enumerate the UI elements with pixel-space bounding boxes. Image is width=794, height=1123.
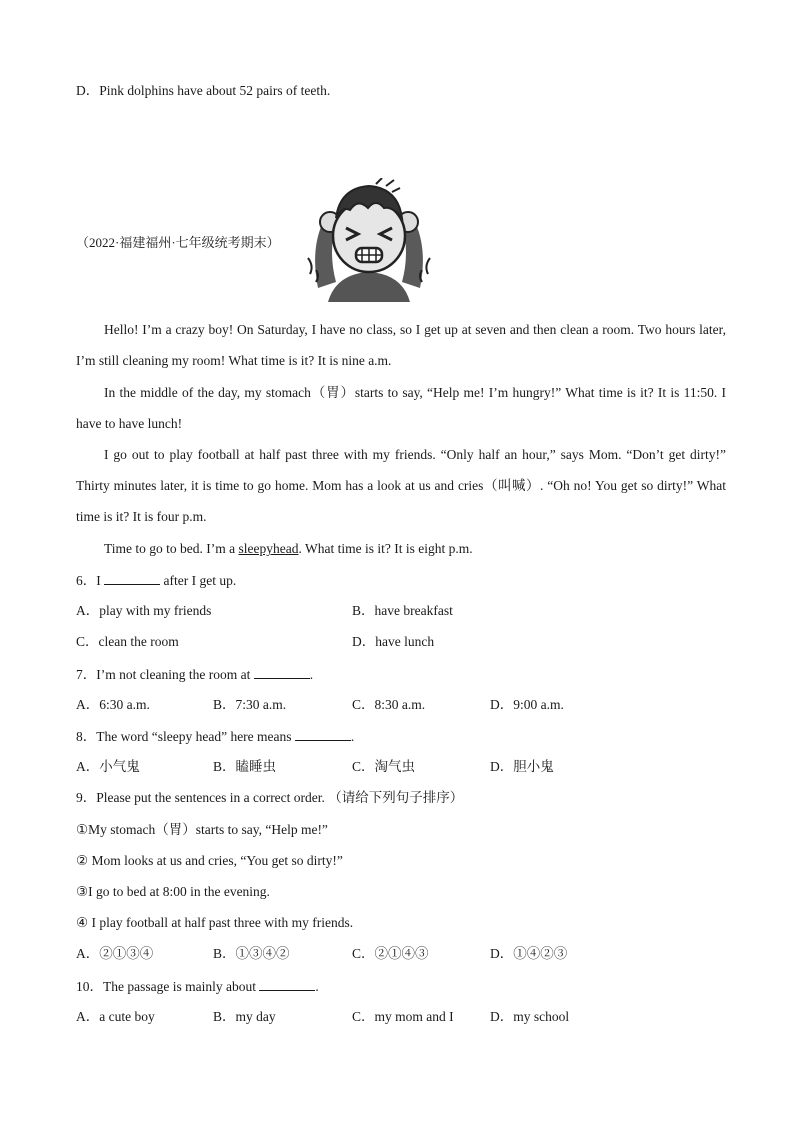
q7-text-pre: 7．I’m not cleaning the room at — [76, 667, 254, 682]
q7-text-post: . — [309, 667, 314, 682]
question-6-stem — [76, 571, 236, 590]
q7-option-b: B．7:30 a.m. — [213, 697, 287, 712]
q7-option-c: C．8:30 a.m. — [352, 697, 426, 712]
paragraph-4-start: Time to go to bed. I’m a — [104, 541, 239, 556]
q9-option-a: A．②①③④ — [76, 946, 154, 961]
q10-text-pre: 10．The passage is mainly about — [76, 979, 260, 994]
passage-paragraph-4 — [76, 533, 726, 564]
answer-blank — [104, 571, 160, 585]
q9-sentence-3: ③I go to bed at 8:00 in the evening. — [76, 884, 270, 899]
q9-option-d: D．①④②③ — [490, 946, 568, 961]
passage-paragraph-1: Hello! I’m a crazy boy! On Saturday, I have no class, so I get up at seven and then clean a room. Two hours later, I’m still cleaning my room! What time is it? It is nine a.m. — [76, 322, 726, 368]
q6-option-d: D．have lunch — [352, 634, 435, 649]
q9-option-c: C．②①④③ — [352, 946, 429, 961]
q8-text-post: . — [350, 729, 355, 744]
answer-blank — [295, 727, 351, 741]
question-9-stem: 9．Please put the sentences in a correct order. （请给下列句子排序） — [76, 790, 464, 805]
crazy-boy-illustration — [306, 178, 432, 302]
q8-option-a: A．小气鬼 — [76, 759, 140, 774]
q8-text-pre: 8．The word “sleepy head” here means — [76, 729, 295, 744]
q8-option-d: D．胆小鬼 — [490, 759, 554, 774]
q7-option-a: A．6:30 a.m. — [76, 697, 150, 712]
question-8-stem — [76, 727, 354, 746]
q6-text-post: after I get up. — [160, 573, 237, 588]
q10-option-a: A．a cute boy — [76, 1009, 155, 1024]
paragraph-4-end: . What time is it? It is eight p.m. — [298, 541, 473, 556]
q6-option-b: B．have breakfast — [352, 603, 453, 618]
answer-blank — [254, 665, 310, 679]
q6-option-c: C．clean the room — [76, 634, 179, 649]
q7-option-d: D．9:00 a.m. — [490, 697, 564, 712]
answer-blank — [259, 977, 315, 991]
passage-paragraph-2: In the middle of the day, my stomach（胃）starts to say, “Help me! I’m hungry!” What time is it? It is 11:50. I have to have lunch! — [76, 385, 726, 431]
q9-option-b: B．①③④② — [213, 946, 290, 961]
q9-sentence-1: ①My stomach（胃）starts to say, “Help me!” — [76, 822, 328, 837]
question-10-stem — [76, 977, 319, 996]
q6-option-a: A．play with my friends — [76, 603, 212, 618]
q9-sentence-4: ④ I play football at half past three with my friends. — [76, 915, 354, 930]
passage-paragraph-3: I go out to play football at half past three with my friends. “Only half an hour,” says Mom. “Don’t get dirty!” Thirty minutes later, it is time to go home. Mom has a look at us and cries（叫喊）. “Oh no! You get so dirty!” What time is it? It is four p.m. — [76, 447, 726, 524]
question-7-stem — [76, 665, 313, 684]
question-source-label: （2022·福建福州·七年级统考期末） — [76, 235, 280, 250]
q8-option-b: B．瞌睡虫 — [213, 759, 277, 774]
q10-option-c: C．my mom and I — [352, 1009, 454, 1024]
q10-option-b: B．my day — [213, 1009, 276, 1024]
q8-option-c: C．淘气虫 — [352, 759, 416, 774]
q6-text-pre: 6．I — [76, 573, 105, 588]
underlined-word-sleepyhead: sleepyhead — [238, 541, 299, 556]
previous-question-option-d: D．Pink dolphins have about 52 pairs of teeth. — [76, 83, 331, 98]
q9-sentence-2: ② Mom looks at us and cries, “You get so dirty!” — [76, 853, 343, 868]
q10-option-d: D．my school — [490, 1009, 570, 1024]
q10-text-post: . — [315, 979, 319, 994]
